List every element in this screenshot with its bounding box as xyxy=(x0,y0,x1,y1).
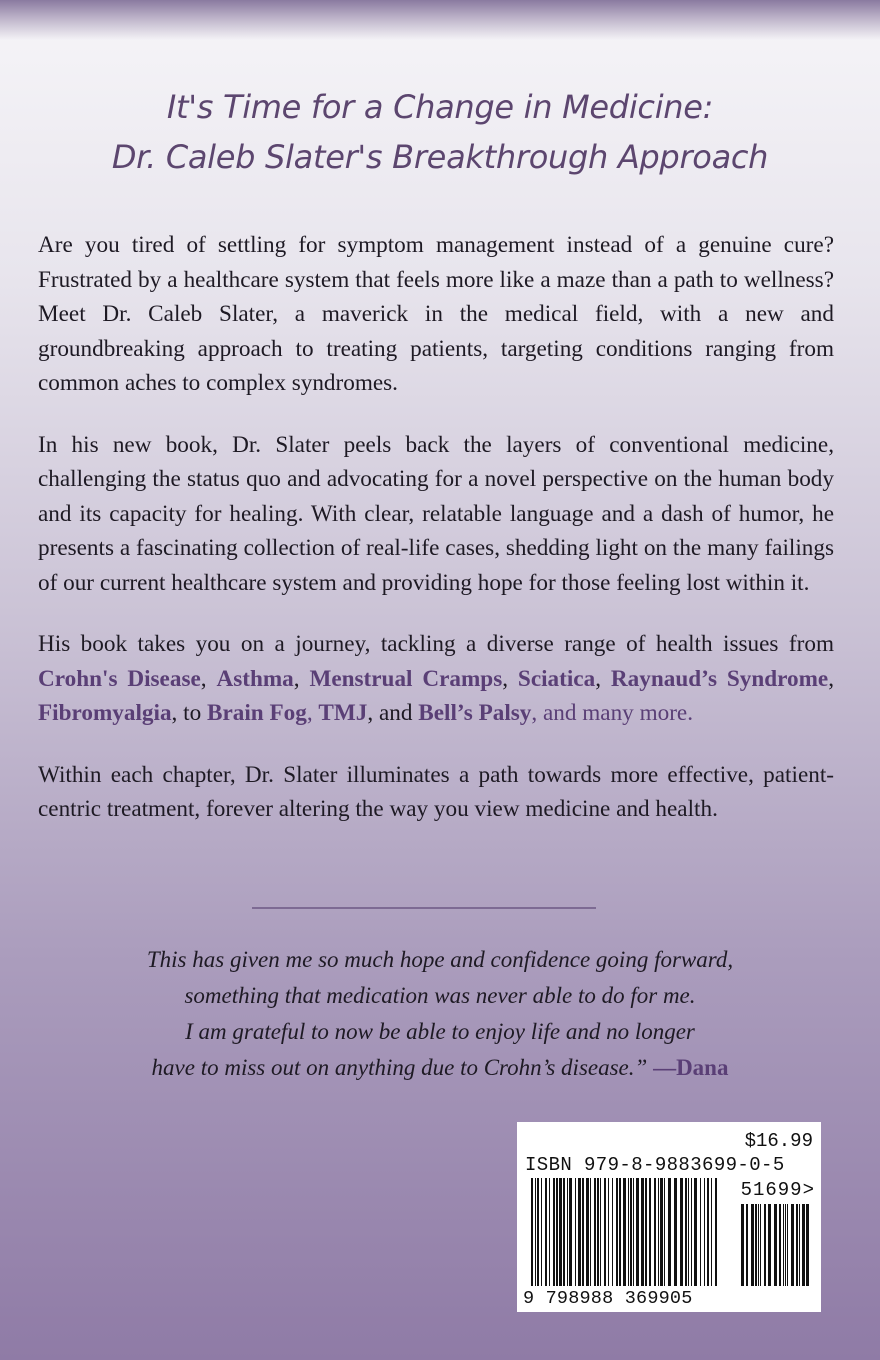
paragraph-2: In his new book, Dr. Slater peels back the layers of conventional medicine, challenging the status quo and advocating for a novel perspective on the human body and its capacity for healing. With clear, relatable language and a dash of humor, he presents a fascinating collection of real-life cases, shedding light on the many failings of our current healthcare system and providing hope for those feeling lost within it. xyxy=(38,431,834,596)
barcode-bar xyxy=(630,1178,632,1286)
addon-bar xyxy=(758,1204,759,1286)
barcode-bar xyxy=(649,1178,651,1286)
barcode-bar xyxy=(704,1178,705,1286)
addon-bar xyxy=(768,1204,771,1286)
barcode-bar xyxy=(586,1178,589,1286)
barcode-bar xyxy=(691,1178,692,1286)
addon-bar xyxy=(774,1204,777,1286)
headline-line-1: It's Time for a Change in Medicine: xyxy=(166,88,714,126)
barcode-box xyxy=(517,1122,821,1312)
barcode-bar xyxy=(537,1178,539,1286)
barcode-bar xyxy=(575,1178,576,1286)
barcode-bar xyxy=(680,1178,683,1286)
quote-line-3: I am grateful to now be able to enjoy life and no longer xyxy=(185,1019,695,1044)
headline xyxy=(0,82,880,182)
addon-bar xyxy=(751,1204,754,1286)
ean-digits: 9 798988 369905 xyxy=(523,1288,693,1309)
barcode-bar xyxy=(616,1178,618,1286)
barcode-bar xyxy=(594,1178,596,1286)
term-fibromyalgia: Fibromyalgia xyxy=(38,700,172,726)
barcode-bar xyxy=(688,1178,689,1286)
barcode-bar xyxy=(636,1178,639,1286)
barcode-bar xyxy=(578,1178,581,1286)
addon-bar xyxy=(802,1204,805,1286)
addon-bar xyxy=(764,1204,766,1286)
addon-bar xyxy=(741,1204,744,1286)
price-label: $16.99 xyxy=(744,1130,813,1152)
addon-code: 51699> xyxy=(740,1179,815,1201)
barcode-bar xyxy=(612,1178,613,1286)
barcode-bar xyxy=(549,1178,550,1286)
addon-bar xyxy=(806,1204,809,1286)
barcode-main-bars xyxy=(531,1178,721,1286)
addon-bar xyxy=(791,1204,794,1286)
barcode-bar xyxy=(700,1178,701,1286)
barcode-bar xyxy=(597,1178,599,1286)
quote-attribution: —Dana xyxy=(653,1055,729,1080)
barcode-bar xyxy=(641,1178,644,1286)
addon-bar xyxy=(783,1204,784,1286)
barcode-bar xyxy=(600,1178,601,1286)
addon-bar xyxy=(779,1204,781,1286)
barcode-bar xyxy=(658,1178,659,1286)
barcode-bar xyxy=(633,1178,634,1286)
barcode-bar xyxy=(619,1178,621,1286)
top-band xyxy=(0,0,880,40)
section-divider xyxy=(252,907,596,909)
term-sciatica: Sciatica xyxy=(517,665,596,692)
paragraph-3-and: and xyxy=(378,700,413,726)
barcode-bar xyxy=(608,1178,609,1286)
quote-line-2: something that medication was never able to do for me. xyxy=(184,983,696,1008)
paragraph-1: Are you tired of settling for symptom management instead of a genuine cure? Frustrated by a healthcare system that feels more like a maze than a path to wellness? Meet Dr. Caleb Slater, a maverick in the medical field, with a new and groundbreaking approach to treating patients, targeting conditions ranging from common aches to complex syndromes. xyxy=(38,232,834,396)
barcode-bar xyxy=(623,1178,626,1286)
barcode-bar xyxy=(582,1178,584,1286)
barcode-bar xyxy=(628,1178,629,1286)
barcode-bar xyxy=(645,1178,647,1286)
barcode-bar xyxy=(604,1178,606,1286)
addon-bar xyxy=(785,1204,786,1286)
paragraph-3: His book takes you on a journey, tackling a diverse range of health issues from Crohn's Disease, Asthma, Menstrual Cramps, Sciatica, Raynaud’s Syndrome, Fibromyalgia, to Brain Fog, TMJ, and Bell’s Palsy, and many more. xyxy=(38,631,835,726)
paragraph-3-to: to xyxy=(183,700,202,726)
paragraph-3-intro: His book takes you on a journey, tackling a diverse range of health issues from xyxy=(38,631,834,657)
description-body xyxy=(38,228,834,854)
barcode-bar xyxy=(711,1178,712,1286)
barcode-bar xyxy=(664,1178,665,1286)
addon-bar xyxy=(746,1204,748,1286)
barcode-bar xyxy=(556,1178,558,1286)
barcode-bar xyxy=(685,1178,687,1286)
barcode-bar xyxy=(694,1178,697,1286)
barcode-bar xyxy=(563,1178,565,1286)
term-crohns: Crohn's Disease xyxy=(38,665,201,692)
term-raynauds: Raynaud’s Syndrome xyxy=(610,665,829,692)
term-brain-fog: Brain Fog xyxy=(206,700,307,726)
addon-bar xyxy=(787,1204,788,1286)
addon-bar xyxy=(799,1204,800,1286)
isbn-label: ISBN 979-8-9883699-0-5 xyxy=(525,1154,785,1176)
barcode-bar xyxy=(531,1178,533,1286)
term-tmj: TMJ xyxy=(318,700,368,726)
term-asthma: Asthma xyxy=(216,665,294,692)
barcode-bar xyxy=(569,1178,572,1286)
addon-bar xyxy=(760,1204,761,1286)
barcode-bar xyxy=(535,1178,536,1286)
barcode-bar xyxy=(553,1178,555,1286)
quote-line-1: This has given me so much hope and confidence going forward, xyxy=(146,947,734,972)
barcode-bar xyxy=(541,1178,542,1286)
paragraph-3-end: and many more. xyxy=(542,700,694,726)
barcode-bar xyxy=(668,1178,671,1286)
term-menstrual-cramps: Menstrual Cramps xyxy=(309,665,503,692)
barcode-bar xyxy=(715,1178,717,1286)
paragraph-4: Within each chapter, Dr. Slater illuminates a path towards more effective, patient-centric treatment, forever altering the way you view medicine and health. xyxy=(38,761,834,822)
barcode-bar xyxy=(660,1178,663,1286)
barcode-bar xyxy=(567,1178,568,1286)
quote-line-4-text: have to miss out on anything due to Crohn’s disease.” xyxy=(151,1055,648,1080)
headline-line-2: Dr. Caleb Slater's Breakthrough Approach xyxy=(111,138,769,176)
barcode-bar xyxy=(545,1178,547,1286)
barcode-bar xyxy=(674,1178,677,1286)
barcode-bar xyxy=(707,1178,709,1286)
barcode-bar xyxy=(559,1178,562,1286)
addon-bar xyxy=(796,1204,798,1286)
barcode-addon-bars xyxy=(741,1204,811,1286)
testimonial-quote xyxy=(80,942,800,1086)
barcode-bar xyxy=(590,1178,591,1286)
quote-line-4 xyxy=(80,1050,800,1086)
addon-bar xyxy=(755,1204,757,1286)
barcode-bar xyxy=(654,1178,656,1286)
term-bells-palsy: Bell’s Palsy xyxy=(418,700,532,726)
